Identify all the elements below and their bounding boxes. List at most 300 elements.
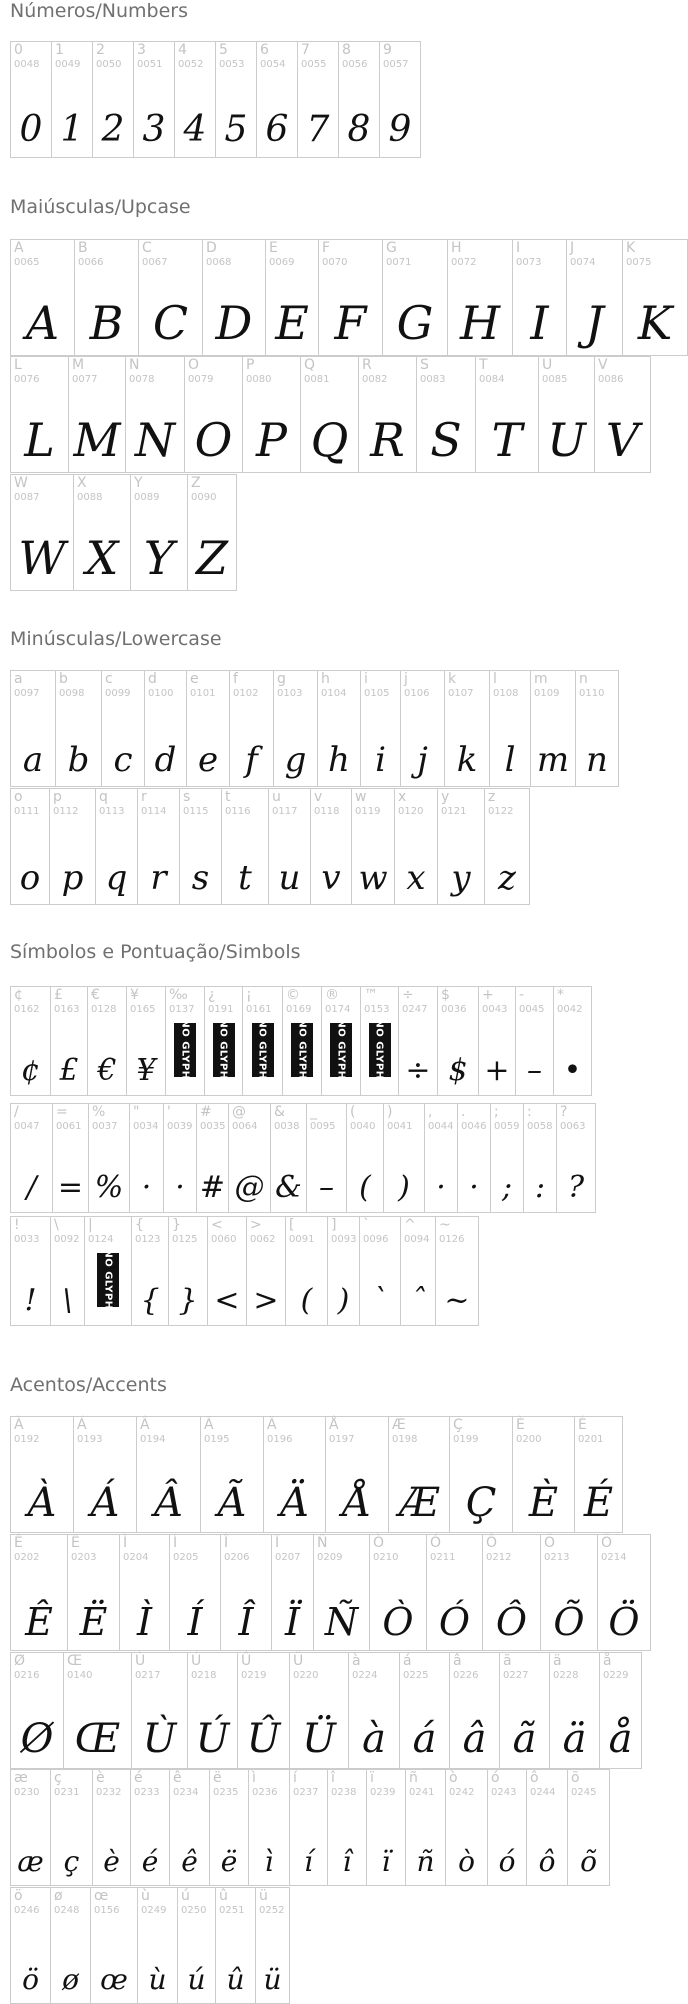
glyph-sample: o [19,857,41,898]
glyph-cell [10,1534,68,1651]
glyph-sample: 5 [224,108,248,150]
glyph-character: \ [54,1217,59,1233]
glyph-code: 0191 [208,1004,234,1015]
glyph-code: 0153 [364,1004,390,1015]
glyph-code: 0096 [363,1234,389,1245]
glyph-code: 0249 [141,1905,167,1916]
glyph-character: ® [325,987,339,1003]
glyph-cell [209,1769,249,1886]
glyph-code: 0090 [191,492,217,503]
glyph-code: 0200 [516,1434,542,1445]
glyph-character: | [88,1217,93,1233]
glyph-code: 0163 [54,1004,80,1015]
glyph-cell [163,1103,197,1213]
glyph-sample: æ [17,1844,44,1878]
glyph-character: Â [140,1417,150,1433]
glyph-code: 0107 [448,688,474,699]
glyph-sample: m [536,739,570,780]
glyph-cell [10,1416,74,1533]
glyph-cell [246,1216,286,1326]
glyph-code: 0065 [14,257,40,268]
glyph-code: 0051 [137,59,163,70]
glyph-character: 0 [14,42,23,58]
glyph-character: 2 [96,42,105,58]
glyph-code: 0054 [260,59,286,70]
glyph-code: 0214 [601,1552,627,1563]
glyph-sample: ø [62,1962,79,1996]
glyph-character: > [250,1217,262,1233]
glyph-code: 0209 [317,1552,343,1563]
glyph-code: 0211 [430,1552,456,1563]
glyph-sample: \ [62,1283,73,1319]
glyph-character: % [92,1104,106,1120]
glyph-cell [10,1652,64,1769]
glyph-cell [207,1216,247,1326]
glyph-sample: c [113,739,133,780]
glyph-character: O [188,357,200,373]
glyph-cell [394,788,438,905]
glyph-character: y [441,789,450,805]
glyph-cell [289,1652,349,1769]
glyph-cell [449,1652,500,1769]
glyph-code: 0126 [439,1234,465,1245]
no-glyph-badge [213,1019,235,1080]
glyph-character: æ [14,1770,28,1786]
glyph-cell [530,670,576,787]
glyph-code: 0066 [78,257,104,268]
glyph-code: 0244 [530,1787,556,1798]
glyph-cell [426,1534,483,1651]
no-glyph-badge [174,1019,196,1080]
glyph-character: Í [173,1535,178,1551]
glyph-character: Û [241,1653,252,1669]
no-glyph-badge [369,1019,391,1080]
glyph-cell [242,356,301,473]
glyph-cell [400,670,445,787]
no-glyph-label: NO GLYPH [374,1019,386,1080]
glyph-character: ê [173,1770,182,1786]
glyph-character: â [453,1653,462,1669]
glyph-code: 0089 [134,492,160,503]
glyph-sample: j [417,739,428,780]
glyph-code: 0097 [14,688,40,699]
glyph-character: * [557,987,564,1003]
glyph-cell [130,1769,170,1886]
glyph-code: 0063 [560,1121,586,1132]
glyph-code: 0046 [461,1121,487,1132]
glyph-cell [313,1534,370,1651]
glyph-character: ï [370,1770,374,1786]
glyph-code: 0081 [304,374,330,385]
glyph-character: : [527,1104,532,1120]
glyph-character: ] [331,1217,337,1233]
glyph-code: 0203 [71,1552,97,1563]
glyph-sample: Â [154,1479,183,1526]
glyph-code: 0056 [342,59,368,70]
no-glyph-label: NO GLYPH [335,1019,347,1080]
glyph-cell [567,1769,610,1886]
glyph-code: 0207 [275,1552,301,1563]
glyph-code: 0073 [516,257,542,268]
glyph-character: Ô [486,1535,498,1551]
glyph-code: 0041 [387,1121,413,1132]
glyph-cell [289,1769,328,1886]
glyph-sample: ã [512,1715,537,1762]
glyph-character: R [362,357,372,373]
glyph-code: 0137 [169,1004,195,1015]
glyph-cell [300,356,359,473]
glyph-character: u [272,789,281,805]
glyph-character: + [482,987,494,1003]
glyph-character: Y [134,475,143,491]
glyph-cell [360,986,399,1096]
glyph-character: ó [491,1770,500,1786]
glyph-cell [444,670,490,787]
glyph-sample: Ø [20,1715,54,1762]
glyph-cell [457,1103,491,1213]
glyph-code: 0123 [135,1234,161,1245]
glyph-sample: ~ [444,1283,470,1319]
glyph-code: 0033 [14,1234,40,1245]
glyph-sample: Ó [438,1599,471,1644]
glyph-sample: É [583,1479,614,1526]
no-glyph-label: NO GLYPH [179,1019,191,1080]
glyph-sample: ) [337,1283,350,1319]
glyph-character: t [225,789,231,805]
glyph-cell [263,1416,326,1533]
glyph-sample: f [245,739,258,780]
glyph-code: 0165 [130,1004,156,1015]
glyph-code: 0069 [269,257,295,268]
glyph-sample: í [304,1844,313,1878]
glyph-sample: i [375,739,386,780]
glyph-cell [549,1652,600,1769]
glyph-cell [538,356,595,473]
glyph-cell [10,356,69,473]
glyph-cell [575,670,619,787]
glyph-character: N [129,357,140,373]
glyph-character: í [293,1770,297,1786]
glyph-character: $ [441,987,450,1003]
section-title: Símbolos e Pontuação/Simbols [10,941,301,963]
glyph-sample: Ö [608,1599,640,1644]
glyph-sample: D [215,295,253,350]
glyph-code: 0085 [542,374,568,385]
glyph-sample: X [85,530,119,585]
glyph-sample: á [412,1715,437,1762]
glyph-sample: F [334,295,367,350]
glyph-code: 0035 [200,1121,226,1132]
glyph-sample: T [491,412,523,467]
glyph-cell [416,356,476,473]
glyph-code: 0224 [352,1670,378,1681]
glyph-sample: # [199,1170,226,1206]
glyph-character: 1 [55,42,64,58]
glyph-cell [437,788,485,905]
glyph-character: M [72,357,85,373]
glyph-character: k [448,671,457,687]
glyph-sample: k [456,739,478,780]
glyph-sample: – [319,1170,334,1206]
glyph-sample: ! [24,1283,37,1319]
glyph-code: 0075 [626,257,652,268]
glyph-sample: ë [220,1844,238,1878]
glyph-sample: € [97,1053,117,1089]
glyph-sample: ; [501,1170,513,1206]
glyph-code: 0079 [188,374,214,385]
glyph-character: h [321,671,330,687]
glyph-character: ( [350,1104,356,1120]
glyph-character: É [578,1417,587,1433]
glyph-cell [599,1652,642,1769]
glyph-cell [87,986,127,1096]
glyph-code: 0140 [67,1670,93,1681]
glyph-sample: g [284,739,307,780]
glyph-code: 0228 [553,1670,579,1681]
glyph-code: 0070 [322,257,348,268]
glyph-sample: é [141,1844,159,1878]
glyph-character: [ [289,1217,295,1233]
glyph-code: 0220 [293,1670,319,1681]
glyph-sample: = [57,1170,84,1206]
glyph-code: 0205 [173,1552,199,1563]
glyph-cell [256,41,298,158]
glyph-code: 0087 [14,492,40,503]
glyph-sample: W [18,530,66,585]
glyph-character: õ [571,1770,580,1786]
glyph-cell [499,1652,550,1769]
glyph-character: ç [54,1770,62,1786]
glyph-character: " [133,1104,140,1120]
glyph-cell [310,788,352,905]
glyph-cell [196,1103,229,1213]
glyph-sample: & [275,1170,302,1206]
glyph-sample: ü [263,1962,282,1996]
glyph-sample: S [430,412,462,467]
glyph-code: 0247 [402,1004,428,1015]
glyph-sample: t [238,857,252,898]
glyph-sample: • [563,1053,582,1089]
glyph-cell [515,986,554,1096]
glyph-character: ú [181,1888,190,1904]
no-glyph-badge [291,1019,313,1080]
glyph-character: - [519,987,525,1003]
glyph-code: 0231 [54,1787,80,1798]
glyph-character: Ï [275,1535,280,1551]
glyph-code: 0238 [331,1787,357,1798]
glyph-sample: ` [372,1283,388,1319]
glyph-code: 0197 [329,1434,355,1445]
glyph-character: T [479,357,488,373]
glyph-sample: Ï [284,1599,300,1644]
glyph-character: ã [503,1653,512,1669]
glyph-code: 0052 [178,59,204,70]
glyph-cell [10,41,52,158]
glyph-sample: · [469,1170,479,1206]
glyph-character: Ü [293,1653,304,1669]
glyph-character: i [364,671,368,687]
glyph-cell [202,239,266,356]
glyph-code: 0128 [91,1004,117,1015]
glyph-character: ¥ [130,987,139,1003]
glyph-sample: î [342,1844,352,1878]
glyph-character: Å [329,1417,339,1433]
glyph-code: 0071 [386,257,412,268]
glyph-cell [168,1216,208,1326]
glyph-code: 0043 [482,1004,508,1015]
glyph-character: @ [232,1104,246,1120]
glyph-sample: E [275,295,309,350]
glyph-cell [382,239,448,356]
glyph-code: 0114 [141,806,167,817]
glyph-code: 0084 [479,374,505,385]
glyph-cell [297,41,339,158]
glyph-cell [325,1416,389,1533]
glyph-sample: Q [310,412,349,467]
glyph-character: p [53,789,62,805]
glyph-sample: 7 [306,108,330,150]
glyph-sample: ì [264,1844,274,1878]
glyph-cell [184,356,243,473]
glyph-sample: Ò [382,1599,414,1644]
glyph-character: Ø [14,1653,26,1669]
glyph-character: ë [213,1770,222,1786]
glyph-code: 0105 [364,688,390,699]
glyph-character: e [190,671,199,687]
glyph-character: X [77,475,87,491]
glyph-cell [187,1652,238,1769]
glyph-code: 0106 [404,688,430,699]
glyph-sample: Î [238,1599,254,1644]
no-glyph-badge [330,1019,352,1080]
glyph-cell [424,1103,458,1213]
glyph-sample: 2 [101,108,125,150]
glyph-cell [369,1534,427,1651]
glyph-sample: è [103,1844,120,1878]
glyph-code: 0218 [191,1670,217,1681]
glyph-character: ‰ [169,987,188,1003]
glyph-cell [242,986,283,1096]
glyph-cell [137,1887,178,2004]
glyph-cell [478,986,516,1096]
glyph-code: 0193 [77,1434,103,1445]
glyph-sample: ú [187,1962,206,1996]
glyph-sample: d [154,739,177,780]
glyph-character: á [403,1653,412,1669]
glyph-sample: P [256,412,287,467]
glyph-code: 0248 [54,1905,80,1916]
glyph-sample: Á [90,1479,120,1526]
glyph-cell [10,1216,51,1326]
glyph-code: 0072 [451,257,477,268]
glyph-code: 0227 [503,1670,529,1681]
glyph-sample: x [406,857,426,898]
glyph-cell [321,986,361,1096]
glyph-sample: À [27,1479,57,1526]
glyph-code: 0059 [494,1121,520,1132]
glyph-sample: £ [59,1053,79,1089]
glyph-sample: u [278,857,301,898]
glyph-code: 0125 [172,1234,198,1245]
no-glyph-badge [252,1019,274,1080]
glyph-cell [215,1887,256,2004]
glyph-character: ? [560,1104,568,1120]
glyph-cell [512,1416,575,1533]
glyph-sample: b [67,739,90,780]
glyph-code: 0245 [571,1787,597,1798]
glyph-character: U [542,357,553,373]
glyph-cell [50,1216,85,1326]
glyph-code: 0250 [181,1905,207,1916]
glyph-character: ~ [439,1217,451,1233]
glyph-cell [270,1103,307,1213]
glyph-sample: Z [196,530,228,585]
glyph-code: 0108 [493,688,519,699]
glyph-sample: C [152,295,189,350]
glyph-sample: ( [359,1170,371,1206]
glyph-sample: ô [538,1844,556,1878]
glyph-cell [556,1103,596,1213]
glyph-cell [131,1216,169,1326]
glyph-code: 0116 [225,806,251,817]
glyph-sample: Œ [74,1715,121,1762]
glyph-character: 4 [178,42,187,58]
glyph-cell [273,670,318,787]
glyph-character: é [134,1770,143,1786]
glyph-code: 0045 [519,1004,545,1015]
glyph-code: 0198 [392,1434,418,1445]
glyph-sample: L [24,412,55,467]
glyph-code: 0039 [167,1121,193,1132]
glyph-character: Ì [123,1535,128,1551]
glyph-code: 0195 [204,1434,230,1445]
glyph-character: K [626,240,636,256]
glyph-sample: ù [148,1962,167,1996]
glyph-sample: Ú [195,1715,230,1762]
glyph-character: _ [310,1104,317,1120]
glyph-cell [594,356,651,473]
glyph-cell [95,788,138,905]
glyph-sample: y [451,857,471,898]
glyph-sample: + [484,1053,510,1089]
glyph-character: & [274,1104,285,1120]
glyph-cell [220,1534,272,1651]
glyph-sample: ê [181,1844,198,1878]
glyph-cell [327,1769,367,1886]
glyph-sample: $ [448,1053,468,1089]
glyph-code: 0196 [267,1434,293,1445]
glyph-code: 0251 [219,1905,245,1916]
glyph-character: c [105,671,113,687]
glyph-cell [88,1103,130,1213]
glyph-character: H [451,240,462,256]
glyph-character: q [99,789,108,805]
glyph-code: 0118 [314,806,340,817]
glyph-code: 0111 [14,806,40,817]
glyph-sample: < [214,1283,240,1319]
glyph-code: 0064 [232,1121,258,1132]
glyph-character: Œ [67,1653,82,1669]
glyph-sample: ï [381,1844,391,1878]
glyph-code: 0092 [54,1234,80,1245]
glyph-code: 0048 [14,59,40,70]
glyph-code: 0169 [286,1004,312,1015]
glyph-code: 0162 [14,1004,40,1015]
glyph-sample: { [140,1283,160,1319]
glyph-sample: ˆ [410,1283,426,1319]
glyph-character: 3 [137,42,146,58]
glyph-character: œ [94,1888,109,1904]
